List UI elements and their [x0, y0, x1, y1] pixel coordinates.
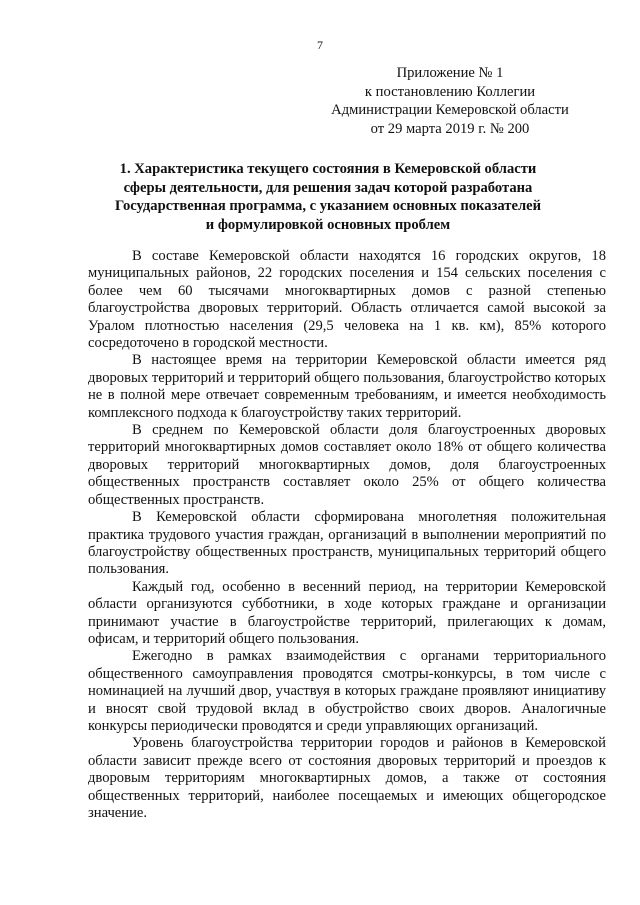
title-line: Государственная программа, с указанием основных показателей: [114, 198, 542, 214]
appendix-line: Приложение № 1: [396, 65, 504, 81]
section-title: [84, 160, 572, 234]
title-line: сферы деятельности, для решения задач которой разработана: [123, 179, 533, 196]
paragraph: В Кемеровской области сформирована многолетняя положительная практика трудового участия граждан, организаций в выполнении мероприятий по благоустройству общественных пространств, муниципальных территорий общего пользования.: [88, 509, 606, 578]
paragraph: В настоящее время на территории Кемеровской области имеется ряд дворовых территорий и территорий общего пользования, благоустройство которых не в полной мере отвечает современным требованиям, и имеется необходимость комплексного подхода к благоустройству таких территорий.: [88, 352, 606, 421]
title-line: и формулировкой основных проблем: [205, 216, 451, 233]
appendix-line: к постановлению Коллегии: [364, 83, 536, 100]
body-text: [88, 248, 606, 822]
appendix-line: Администрации Кемеровской области: [331, 102, 569, 118]
page-number: 7: [317, 38, 323, 52]
title-line: 1. Характеристика текущего состояния в Кемеровской области: [119, 161, 537, 177]
appendix-line: от 29 марта 2019 г. № 200: [370, 120, 530, 137]
paragraph: Уровень благоустройства территории городов и районов в Кемеровской области зависит прежде всего от состояния дворовых территорий и проездов к дворовым территориям многоквартирных домов, а также от состояния общественных территорий, наиболее посещаемых и имеющих общегородское значение.: [88, 735, 606, 821]
paragraph: В составе Кемеровской области находятся 16 городских округов, 18 муниципальных районов, 22 городских поселения и 154 сельских поселения с более чем 60 тысячами многоквартирных домов с разной степенью благоустройства дворовых территорий. Область отличается самой высокой за Уралом плотностью населения (29,5 человека на 1 кв. км), 85% которого сосредоточено в городской местности.: [88, 248, 606, 352]
paragraph: В среднем по Кемеровской области доля благоустроенных дворовых территорий многоквартирных домов составляет около 18% от общего количества дворовых территорий многоквартирных домов, доля благоустроенных общественных пространств составляет около 25% от общего количества общественных пространств.: [88, 422, 606, 508]
paragraph: Каждый год, особенно в весенний период, на территории Кемеровской области организуются субботники, в ходе которых граждане и организации принимают участие в благоустройстве территорий, прилегающих к домам, офисам, и территорий общего пользования.: [88, 578, 606, 647]
paragraph: Ежегодно в рамках взаимодействия с органами территориального общественного самоуправления проводятся смотры-конкурсы, в том числе с номинацией на лучший двор, участвуя в которых граждане проявляют инициативу и вносят свой трудовой вклад в обустройство своих дворов. Аналогичные конкурсы периодически проводятся и среди управляющих организаций.: [88, 648, 606, 734]
appendix-header: [300, 64, 600, 138]
